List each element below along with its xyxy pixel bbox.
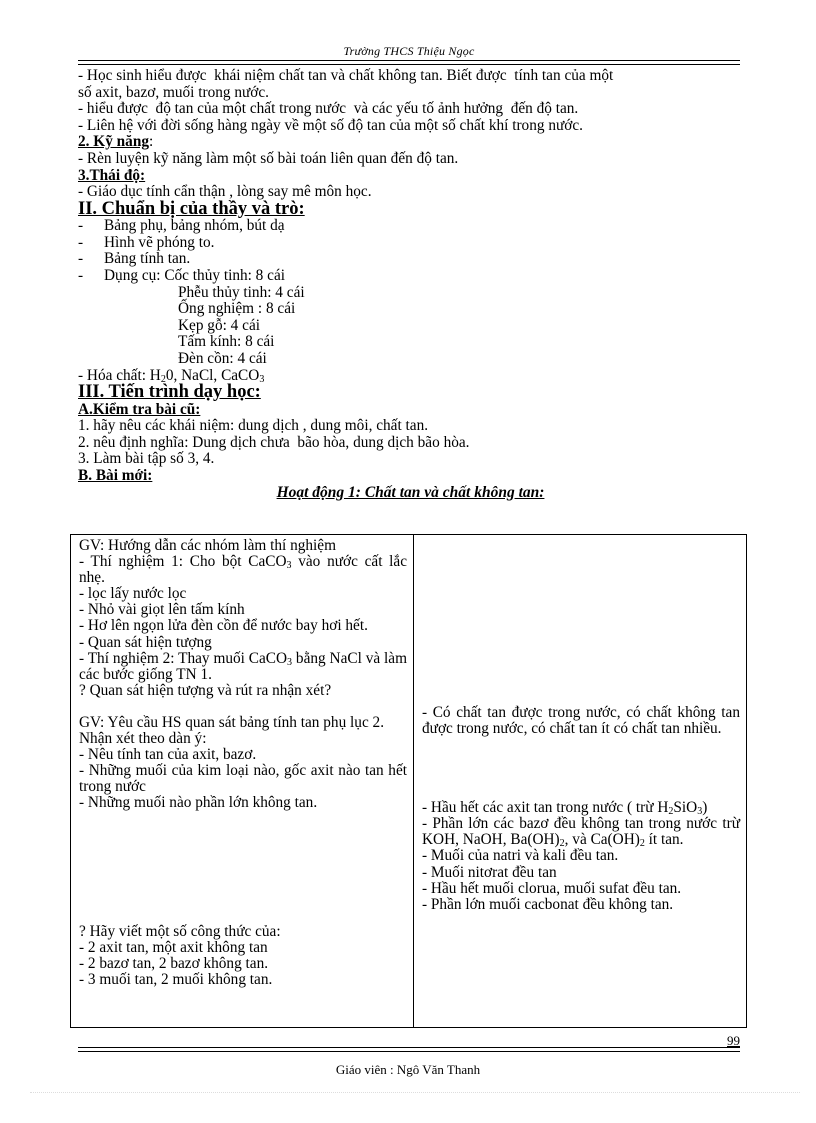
- prep-tools: - Dụng cụ: Cốc thủy tinh: 8 cái: [78, 267, 285, 285]
- skills-heading-row: 2. Kỹ năng:: [78, 133, 154, 151]
- tool-item: Kẹp gỗ: 4 cái: [178, 316, 260, 334]
- student-column: - Có chất tan được trong nước, có chất không tan được trong nước, có chất tan ít có chất tan nhiều. - Hầu hết các axit tan trong nước ( trừ $H_2SiO_3$) - Phần lớn các bazơ đều không tan trong nước trừ KOH, NaOH, $Ba(OH)_2$, và $Ca(OH)_2$ ít tan. - Muối của natri và kali đều tan. - Muối nitơrat đều tan - Hầu hết muối clorua, muối sufat đều tan. - Phần lớn muối cacbonat đều không tan.: [414, 535, 747, 1028]
- attitude-heading: 3.Thái độ:: [78, 166, 146, 184]
- intro-line: - hiểu được độ tan của một chất trong nước và các yếu tố ảnh hưởng đến độ tan.: [78, 100, 579, 118]
- page-number: 99: [727, 1033, 740, 1048]
- prep-heading: II. Chuẩn bị của thầy và trò:: [78, 198, 305, 219]
- skills-heading: 2. Kỹ năng: [78, 133, 149, 151]
- prep-item: - Bảng tính tan.: [78, 250, 191, 268]
- intro-line: - Liên hệ với đời sống hàng ngày về một số độ tan của một số chất khí trong nước.: [78, 116, 583, 134]
- new-lesson-heading: B. Bài mới:: [78, 467, 153, 485]
- process-heading: III. Tiến trình dạy học:: [78, 382, 261, 403]
- tool-item: Đèn cồn: 4 cái: [178, 350, 267, 367]
- bottom-dotted-rule: [30, 1092, 800, 1093]
- header-rule-thin: [78, 64, 740, 65]
- attitude-line: - Giáo dục tính cẩn thận , lòng say mê môn học.: [78, 183, 372, 201]
- skills-line: - Rèn luyện kỹ năng làm một số bài toán liên quan đến độ tan.: [78, 149, 459, 167]
- activity-title: Hoạt động 1: Chất tan và chất không tan:: [276, 483, 545, 501]
- prep-item: - Bảng phụ, bảng nhóm, bút dạ: [78, 217, 285, 235]
- intro-line: số axit, bazơ, muối trong nước.: [78, 83, 270, 101]
- footer-rule: [78, 1051, 740, 1052]
- teacher-column: GV: Hướng dẫn các nhóm làm thí nghiệm - Thí nghiệm 1: Cho bột CaCO$_3$ vào nước cất lắc nhẹ. - lọc lấy nước lọc - Nhỏ vài giọt lên tấm kính - Hơ lên ngọn lửa đèn cồn để nước bay hơi hết. - Quan sát hiện tượng - Thí nghiệm 2: Thay muối CaCO$_3$ bằng NaCl và làm các bước giống TN 1. ? Quan sát hiện tượng và rút ra nhận xét? GV: Yêu cầu HS quan sát bảng tính tan phụ lục 2. Nhận xét theo dàn ý: - Nêu tính tan của axit, bazơ. - Những muối của kim loại nào, gốc axit nào tan hết trong nước - Những muối nào phần lớn không tan. ? Hãy viết một số công thức của: - 2 axit tan, một axit không tan - 2 bazơ tan, 2 bazơ không tan. - 3 muối tan, 2 muối không tan.: [71, 535, 414, 1028]
- check-item: 1. hãy nêu các khái niệm: dung dịch , dung môi, chất tan.: [78, 417, 429, 435]
- page-header: Trường THCS Thiệu Ngọc: [343, 44, 475, 58]
- tool-item: Tấm kính: 8 cái: [178, 333, 275, 351]
- tool-item: Ống nghiệm : 8 cái: [178, 300, 296, 318]
- activity-table: [70, 534, 747, 1028]
- intro-line: - Học sinh hiểu được khái niệm chất tan và chất không tan. Biết được tính tan của một: [78, 67, 614, 84]
- check-item: 2. nêu định nghĩa: Dung dịch chưa bão hòa, dung dịch bão hòa.: [78, 433, 470, 451]
- header-rule: [78, 60, 740, 61]
- tool-item: Phễu thủy tinh: 4 cái: [178, 283, 305, 301]
- chemicals-line: - Hóa chất: $H_20$, NaCl, CaCO$_3$: [78, 366, 265, 385]
- footer-rule-thin: [78, 1047, 740, 1048]
- check-heading: A.Kiểm tra bài cũ:: [78, 400, 201, 418]
- prep-item: - Hình vẽ phóng to.: [78, 233, 215, 251]
- lesson-content: [78, 68, 743, 501]
- check-item: 3. Làm bài tập số 3, 4.: [78, 450, 215, 468]
- teacher-name: Giáo viên : Ngô Văn Thanh: [335, 1062, 481, 1077]
